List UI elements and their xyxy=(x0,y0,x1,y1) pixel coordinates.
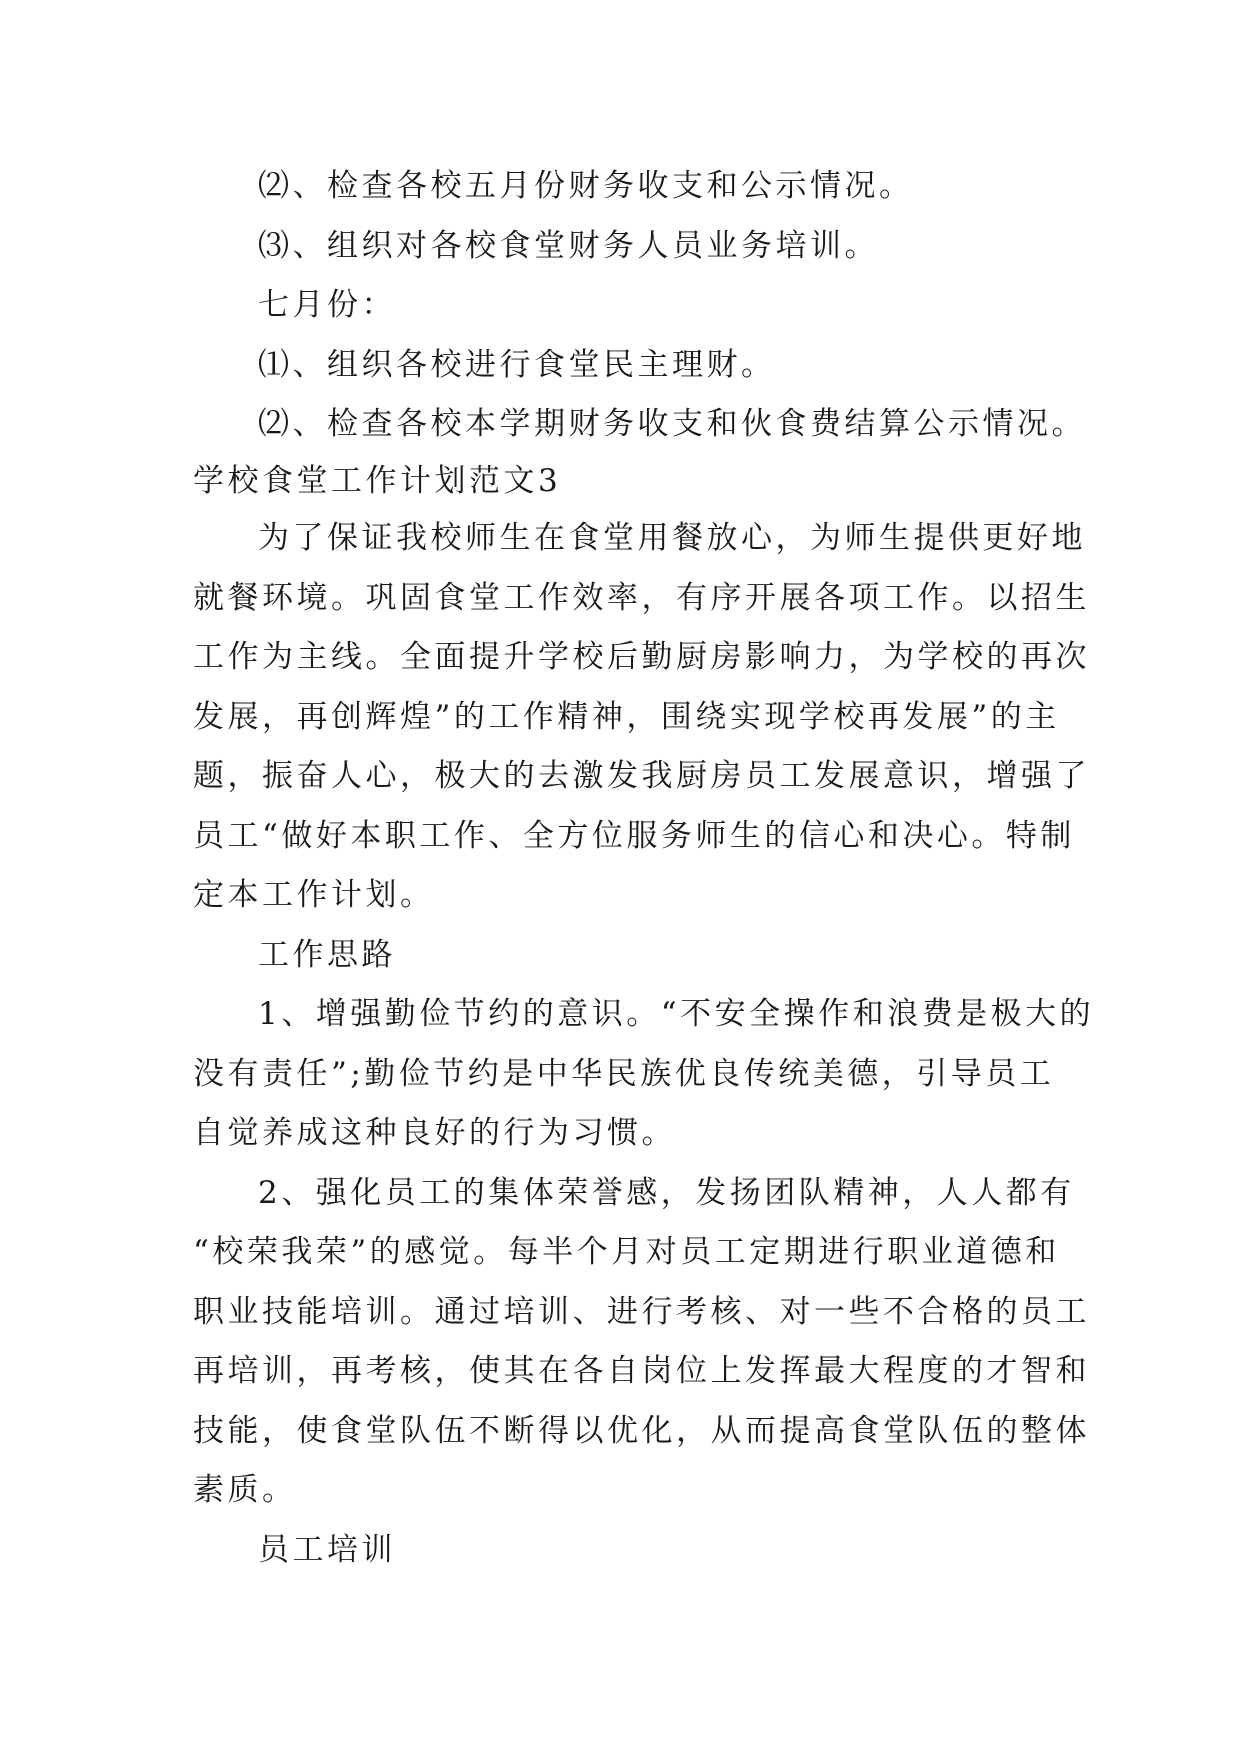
subheading: 员工培训 xyxy=(258,1532,396,1568)
paragraph-line: 再培训，再考核，使其在各自岗位上发挥最大程度的才智和 xyxy=(193,1353,1090,1389)
paragraph-line: 工作为主线。全面提升学校后勤厨房影响力，为学校的再次 xyxy=(193,639,1090,675)
paragraph-line: 1、增强勤俭节约的意识。“不安全操作和浪费是极大的 xyxy=(258,996,1095,1032)
text-line: ⑴、组织各校进行食堂民主理财。 xyxy=(258,347,776,383)
paragraph-line: 员工“做好本职工作、全方位服务师生的信心和决心。特制 xyxy=(193,818,1075,854)
paragraph-line: 就餐环境。巩固食堂工作效率，有序开展各项工作。以招生 xyxy=(193,580,1090,616)
paragraph-line: 没有责任”;勤俭节约是中华民族优良传统美德，引导员工 xyxy=(193,1056,1055,1092)
paragraph-line: 职业技能培训。通过培训、进行考核、对一些不合格的员工 xyxy=(193,1294,1090,1330)
paragraph-line: “校荣我荣”的感觉。每半个月对员工定期进行职业道德和 xyxy=(193,1234,1060,1270)
paragraph-line: 定本工作计划。 xyxy=(193,877,435,913)
paragraph-line: 素质。 xyxy=(193,1472,297,1508)
text-line: ⑵、检查各校五月份财务收支和公示情况。 xyxy=(258,168,914,204)
paragraph-line: 为了保证我校师生在食堂用餐放心，为师生提供更好地 xyxy=(258,520,1086,556)
paragraph-line: 技能，使食堂队伍不断得以优化，从而提高食堂队伍的整体 xyxy=(193,1413,1090,1449)
paragraph-line: 发展，再创辉煌”的工作精神，围绕实现学校再发展”的主 xyxy=(193,699,1060,735)
paragraph-line: 题，振奋人心，极大的去激发我厨房员工发展意识，增强了 xyxy=(193,758,1090,794)
text-line: ⑵、检查各校本学期财务收支和伙食费结算公示情况。 xyxy=(258,406,1086,442)
subheading: 工作思路 xyxy=(258,937,396,973)
text-line: ⑶、组织对各校食堂财务人员业务培训。 xyxy=(258,228,879,264)
paragraph-line: 自觉养成这种良好的行为习惯。 xyxy=(193,1115,676,1151)
paragraph-line: 2、强化员工的集体荣誉感，发扬团队精神，人人都有 xyxy=(258,1175,1075,1211)
text-line: 七月份： xyxy=(258,287,396,323)
section-heading: 学校食堂工作计划范文3 xyxy=(193,463,562,499)
